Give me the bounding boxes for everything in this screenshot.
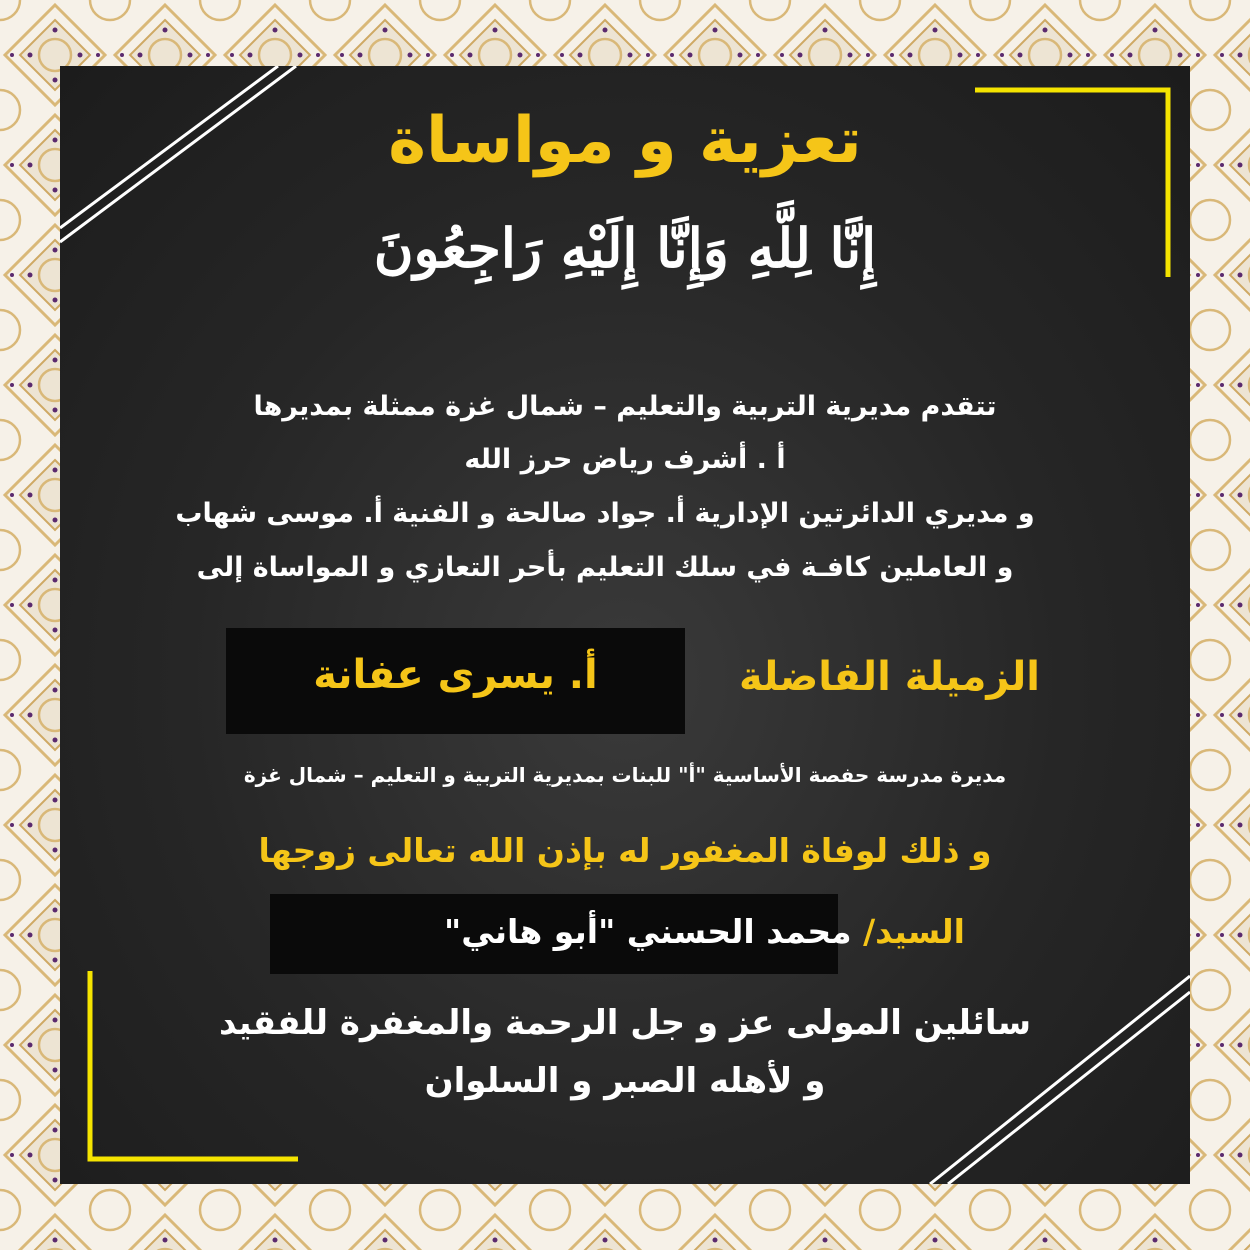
condolence-reason: و ذلك لوفاة المغفور له بإذن الله تعالى زوجها — [258, 831, 992, 870]
page-title: تعزية و مواساة — [388, 104, 862, 178]
prayer-line-2: و لأهله الصبر و السلوان — [424, 1061, 826, 1101]
deceased-line — [444, 912, 965, 951]
intro-line-2: أ . أشرف رياض حرز الله — [464, 444, 786, 475]
deceased-name: محمد الحسني "أبو هاني" — [444, 912, 852, 951]
recipient-name: أ. يسرى عفانة — [313, 652, 598, 698]
condolence-card — [60, 66, 1190, 1184]
intro-line-1: تتقدم مديرية التربية والتعليم – شمال غزة ممثلة بمديرها — [253, 391, 997, 422]
intro-line-3: و مديري الدائرتين الإدارية أ. جواد صالحة و الفنية أ. موسى شهاب — [175, 498, 1035, 529]
quran-verse-calligraphy: إِنَّا لِلَّهِ وَإِنَّا إِلَيْهِ رَاجِعُونَ — [373, 216, 877, 280]
intro-line-4: و العاملين كافـة في سلك التعليم بأحر التعازي و المواساة إلى — [196, 552, 1014, 583]
recipient-title: الزميلة الفاضلة — [739, 654, 1040, 700]
deceased-label: السيد/ — [863, 912, 965, 951]
recipient-role: مديرة مدرسة حفصة الأساسية "أ" للبنات بمديرية التربية و التعليم – شمال غزة — [243, 763, 1007, 787]
recipient-name-box — [226, 628, 685, 734]
prayer-line-1: سائلين المولى عز و جل الرحمة والمغفرة للفقيد — [218, 1003, 1032, 1043]
